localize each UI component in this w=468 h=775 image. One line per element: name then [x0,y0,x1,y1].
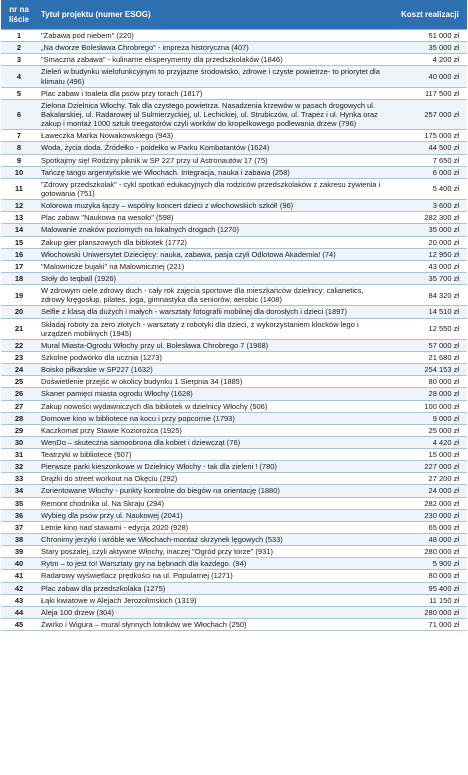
row-number: 19 [1,285,37,306]
project-cost: 24 000 zł [387,485,467,497]
project-cost: 20 000 zł [387,236,467,248]
row-number: 3 [1,54,37,66]
project-title: Plac zabaw dla przedszkolaka (1275) [37,582,387,594]
table-row [1,54,467,66]
project-title: Stoły do teqball (1926) [37,272,387,284]
table-row [1,546,467,558]
project-cost: 11 150 zł [387,594,467,606]
project-title: Stary poszalej, czyli aktywne Włochy, inaczej "Ogród przy torze" (931) [37,546,387,558]
table-row [1,473,467,485]
table-row [1,248,467,260]
table-row [1,166,467,178]
project-title: "Zabawa pod niebem" (220) [37,30,387,42]
project-title: Pierwsze parki kieszonkowe w Dzielnicy Włochy - tak dla zieleni ! (780) [37,461,387,473]
row-number: 12 [1,200,37,212]
table-row [1,619,467,631]
project-cost: 117 500 zł [387,87,467,99]
project-cost: 5 400 zł [387,178,467,199]
row-number: 44 [1,606,37,618]
table-row [1,66,467,87]
project-cost: 230 000 zł [387,509,467,521]
table-row [1,142,467,154]
project-title: Teatrzyki w bibliotece (507) [37,449,387,461]
row-number: 37 [1,521,37,533]
project-cost: 282 300 zł [387,212,467,224]
table-row [1,272,467,284]
table-row [1,400,467,412]
project-title: Ławeczka Marka Nowakowskiego (943) [37,130,387,142]
row-number: 25 [1,376,37,388]
row-number: 17 [1,260,37,272]
project-cost: 227 000 zł [387,461,467,473]
project-title: "Smaczna zabawa" - kulinarne eksperymenty dla przedszkolaków (1846) [37,54,387,66]
header-row [1,0,467,30]
project-cost: 51 000 zł [387,30,467,42]
project-title: Remont chodnika ul. Na Skraju (294) [37,497,387,509]
project-title: Zakup nowości wydawniczych dla bibliotek w dzielnicy Włochy (506) [37,400,387,412]
row-number: 45 [1,619,37,631]
row-number: 2 [1,42,37,54]
project-title: Łąki kwiatowe w Alejach Jerozolimskich (1319) [37,594,387,606]
project-title: W zdrowym ciele zdrowy duch - cały rok zajęcia sportowe dla mieszkańców dzielnicy: calianetics, zdrowy kręgosłup, pilates, joga, gimnastyka dla seniorów, aerobic (1408) [37,285,387,306]
row-number: 23 [1,351,37,363]
project-title: "Zdrowy przedszkolak" - cykl spotkań edukacyjnych dla rodziców przedszkolaków z zakresu żywienia i gotowania (751) [37,178,387,199]
project-cost: 175 000 zł [387,130,467,142]
project-title: Zorientowane Włochy - punkty kontrolne do biegów na orientację (1880) [37,485,387,497]
table-body [1,30,467,631]
project-cost: 65 000 zł [387,521,467,533]
project-title: Plac zabaw "Naukowa na wesoło" (598) [37,212,387,224]
row-number: 36 [1,509,37,521]
row-number: 43 [1,594,37,606]
project-title: Malowanie znaków poziomych na lokalnych drogach (1270) [37,224,387,236]
row-number: 15 [1,236,37,248]
row-number: 10 [1,166,37,178]
header-cost: Koszt realizacji [387,0,467,30]
table-row [1,388,467,400]
table-row [1,339,467,351]
project-cost: 15 000 zł [387,449,467,461]
project-cost: 80 000 zł [387,570,467,582]
header-nr: nr na liście [1,0,37,30]
project-title: Drążki do street workout na Okęciu (292) [37,473,387,485]
project-title: Letnie kino nad stawami - edycja 2020 (928) [37,521,387,533]
project-cost: 21 680 zł [387,351,467,363]
table-row [1,130,467,142]
table-row [1,154,467,166]
project-title: Zielona Dzielnica Włochy. Tak dla czystego powietrza. Nasadzenia krzewów w pasach drogowych ul. Bakalarskiej, ul. Radarowej ul Sulmierzyckiej, ul. Lechickiej, ul. Strubiczów, ul. Trapez i ul. Hynka oraz zakup i montaż 1000 sztuk treegatorów czyli worków do kropelkowego podlewania drzew (796) [37,99,387,129]
project-cost: 257 000 zł [387,99,467,129]
row-number: 40 [1,558,37,570]
table-row [1,212,467,224]
project-cost: 35 000 zł [387,42,467,54]
table-row [1,582,467,594]
table-row [1,412,467,424]
project-cost: 35 700 zł [387,272,467,284]
project-cost: 12 950 zł [387,248,467,260]
project-cost: 280 000 zł [387,606,467,618]
project-title: Domowe kino w bibliotece na kocu i przy popcornie (1793) [37,412,387,424]
table-row [1,364,467,376]
table-row [1,30,467,42]
project-cost: 254 153 zł [387,364,467,376]
project-title: Włochowski Uniwersytet Dziecięcy: nauka, zabawa, pasja czyli Odlotowa Akademia! (74) [37,248,387,260]
row-number: 26 [1,388,37,400]
project-title: Rytm – to jest to! Warsztaty gry na bębnach dla każdego. (94) [37,558,387,570]
row-number: 16 [1,248,37,260]
project-cost: 80 000 zł [387,376,467,388]
row-number: 32 [1,461,37,473]
project-cost: 48 000 zł [387,534,467,546]
row-number: 20 [1,306,37,318]
row-number: 30 [1,436,37,448]
row-number: 8 [1,142,37,154]
row-number: 42 [1,582,37,594]
row-number: 39 [1,546,37,558]
project-title: Plac zabaw i toaleta dla psów przy torach (1817) [37,87,387,99]
row-number: 18 [1,272,37,284]
table-row [1,200,467,212]
row-number: 34 [1,485,37,497]
project-title: Boisko piłkarskie w SP227 (1632) [37,364,387,376]
table-row [1,42,467,54]
projects-table [1,0,467,631]
row-number: 11 [1,178,37,199]
row-number: 33 [1,473,37,485]
row-number: 41 [1,570,37,582]
project-cost: 5 900 zł [387,558,467,570]
table-row [1,285,467,306]
project-title: Składaj roboty za zero złotych - warsztaty z robotyki dla dzieci, z wykorzystaniem klocków lego i urządzeń mobilnych (1945) [37,318,387,339]
project-title: Tańczę tango argentyńskie we Włochach. Integracja, nauka i zabawa (258) [37,166,387,178]
table-row [1,509,467,521]
table-row [1,534,467,546]
row-number: 13 [1,212,37,224]
project-cost: 44 500 zł [387,142,467,154]
table-row [1,260,467,272]
table-row [1,424,467,436]
project-cost: 7 650 zł [387,154,467,166]
table-row [1,606,467,618]
row-number: 14 [1,224,37,236]
project-title: WenDo – skuteczna samoobrona dla kobiet i dziewcząt (76) [37,436,387,448]
row-number: 27 [1,400,37,412]
table-row [1,558,467,570]
row-number: 7 [1,130,37,142]
row-number: 29 [1,424,37,436]
project-cost: 27 200 zł [387,473,467,485]
row-number: 28 [1,412,37,424]
table-row [1,306,467,318]
project-cost: 6 000 zł [387,166,467,178]
table-row [1,236,467,248]
table-row [1,224,467,236]
project-title: Skaner pamięci miasta ogrodu Włochy (1628) [37,388,387,400]
row-number: 35 [1,497,37,509]
table-row [1,318,467,339]
project-cost: 40 000 zł [387,66,467,87]
table-row [1,178,467,199]
row-number: 38 [1,534,37,546]
project-cost: 25 000 zł [387,424,467,436]
project-cost: 12 550 zł [387,318,467,339]
project-title: Aleja 100 drzew (304) [37,606,387,618]
table-row [1,99,467,129]
project-title: Spotkajmy się! Rodziny piknik w SP 227 przy ul Astronautów 17 (75) [37,154,387,166]
project-cost: 282 000 zł [387,497,467,509]
project-title: "Malownicze bujaki" na Malownicznej (221) [37,260,387,272]
table-row [1,594,467,606]
project-cost: 4 420 zł [387,436,467,448]
table-row [1,87,467,99]
project-title: Zieleń w budynku wielofunkcyjnym to przyjazne środowisko, zdrowe i czyste powietrze- to priorytet dla klimatu (496) [37,66,387,87]
project-cost: 3 600 zł [387,200,467,212]
table-row [1,351,467,363]
project-cost: 71 000 zł [387,619,467,631]
project-cost: 57 000 zł [387,339,467,351]
table-row [1,436,467,448]
project-title: Chronimy jerzyki i wróble we Włochach-montaż skrzynek lęgowych (533) [37,534,387,546]
project-cost: 35 000 zł [387,224,467,236]
table-row [1,461,467,473]
project-cost: 9 000 zł [387,412,467,424]
project-cost: 14 510 zł [387,306,467,318]
project-title: Mural Miasta-Ogrodu Włochy przy ul. Bolesława Chrobrego 7 (1968) [37,339,387,351]
project-title: Szkolne podwórko dla ucznia (1273) [37,351,387,363]
project-title: Kaczkomat przy Stawie Koziorożca (1925) [37,424,387,436]
row-number: 21 [1,318,37,339]
header-title: Tytuł projektu (numer ESOG) [37,0,387,30]
table-row [1,376,467,388]
table-row [1,570,467,582]
project-title: Doświetlenie przejść w okolicy budynku 1 Sierpnia 34 (1885) [37,376,387,388]
project-cost: 4 200 zł [387,54,467,66]
row-number: 1 [1,30,37,42]
project-title: Selfie z klasą dla dużych i małych - warsztaty fotografii mobilnej dla dorosłych i dzieci (1897) [37,306,387,318]
table-row [1,497,467,509]
row-number: 6 [1,99,37,129]
project-cost: 43 000 zł [387,260,467,272]
row-number: 31 [1,449,37,461]
row-number: 5 [1,87,37,99]
row-number: 9 [1,154,37,166]
project-title: Wybieg dla psów przy ul. Naukowej (2041) [37,509,387,521]
project-cost: 280 000 zł [387,546,467,558]
project-cost: 95 400 zł [387,582,467,594]
project-title: Zakup gier planszowych dla bibliotek (1772) [37,236,387,248]
project-cost: 84 320 zł [387,285,467,306]
project-title: Żwirko i Wigura – mural słynnych lotników we Włochach (250) [37,619,387,631]
project-title: Radarowy wyświetlacz prędkości na ul. Popularnej (1271) [37,570,387,582]
table-header [1,0,467,30]
project-cost: 28 000 zł [387,388,467,400]
row-number: 4 [1,66,37,87]
table-row [1,485,467,497]
project-title: „Na dworze Bolesława Chrobrego" - impreza historyczna (407) [37,42,387,54]
table-row [1,521,467,533]
project-title: Woda, życia doda. Źródełko - poidełko w Parku Kombatantów (1624) [37,142,387,154]
table-row [1,449,467,461]
row-number: 22 [1,339,37,351]
project-title: Kolorowa muzyka łączy – wspólny koncert dzieci z włochowskich szkół! (96) [37,200,387,212]
project-cost: 100 000 zł [387,400,467,412]
row-number: 24 [1,364,37,376]
